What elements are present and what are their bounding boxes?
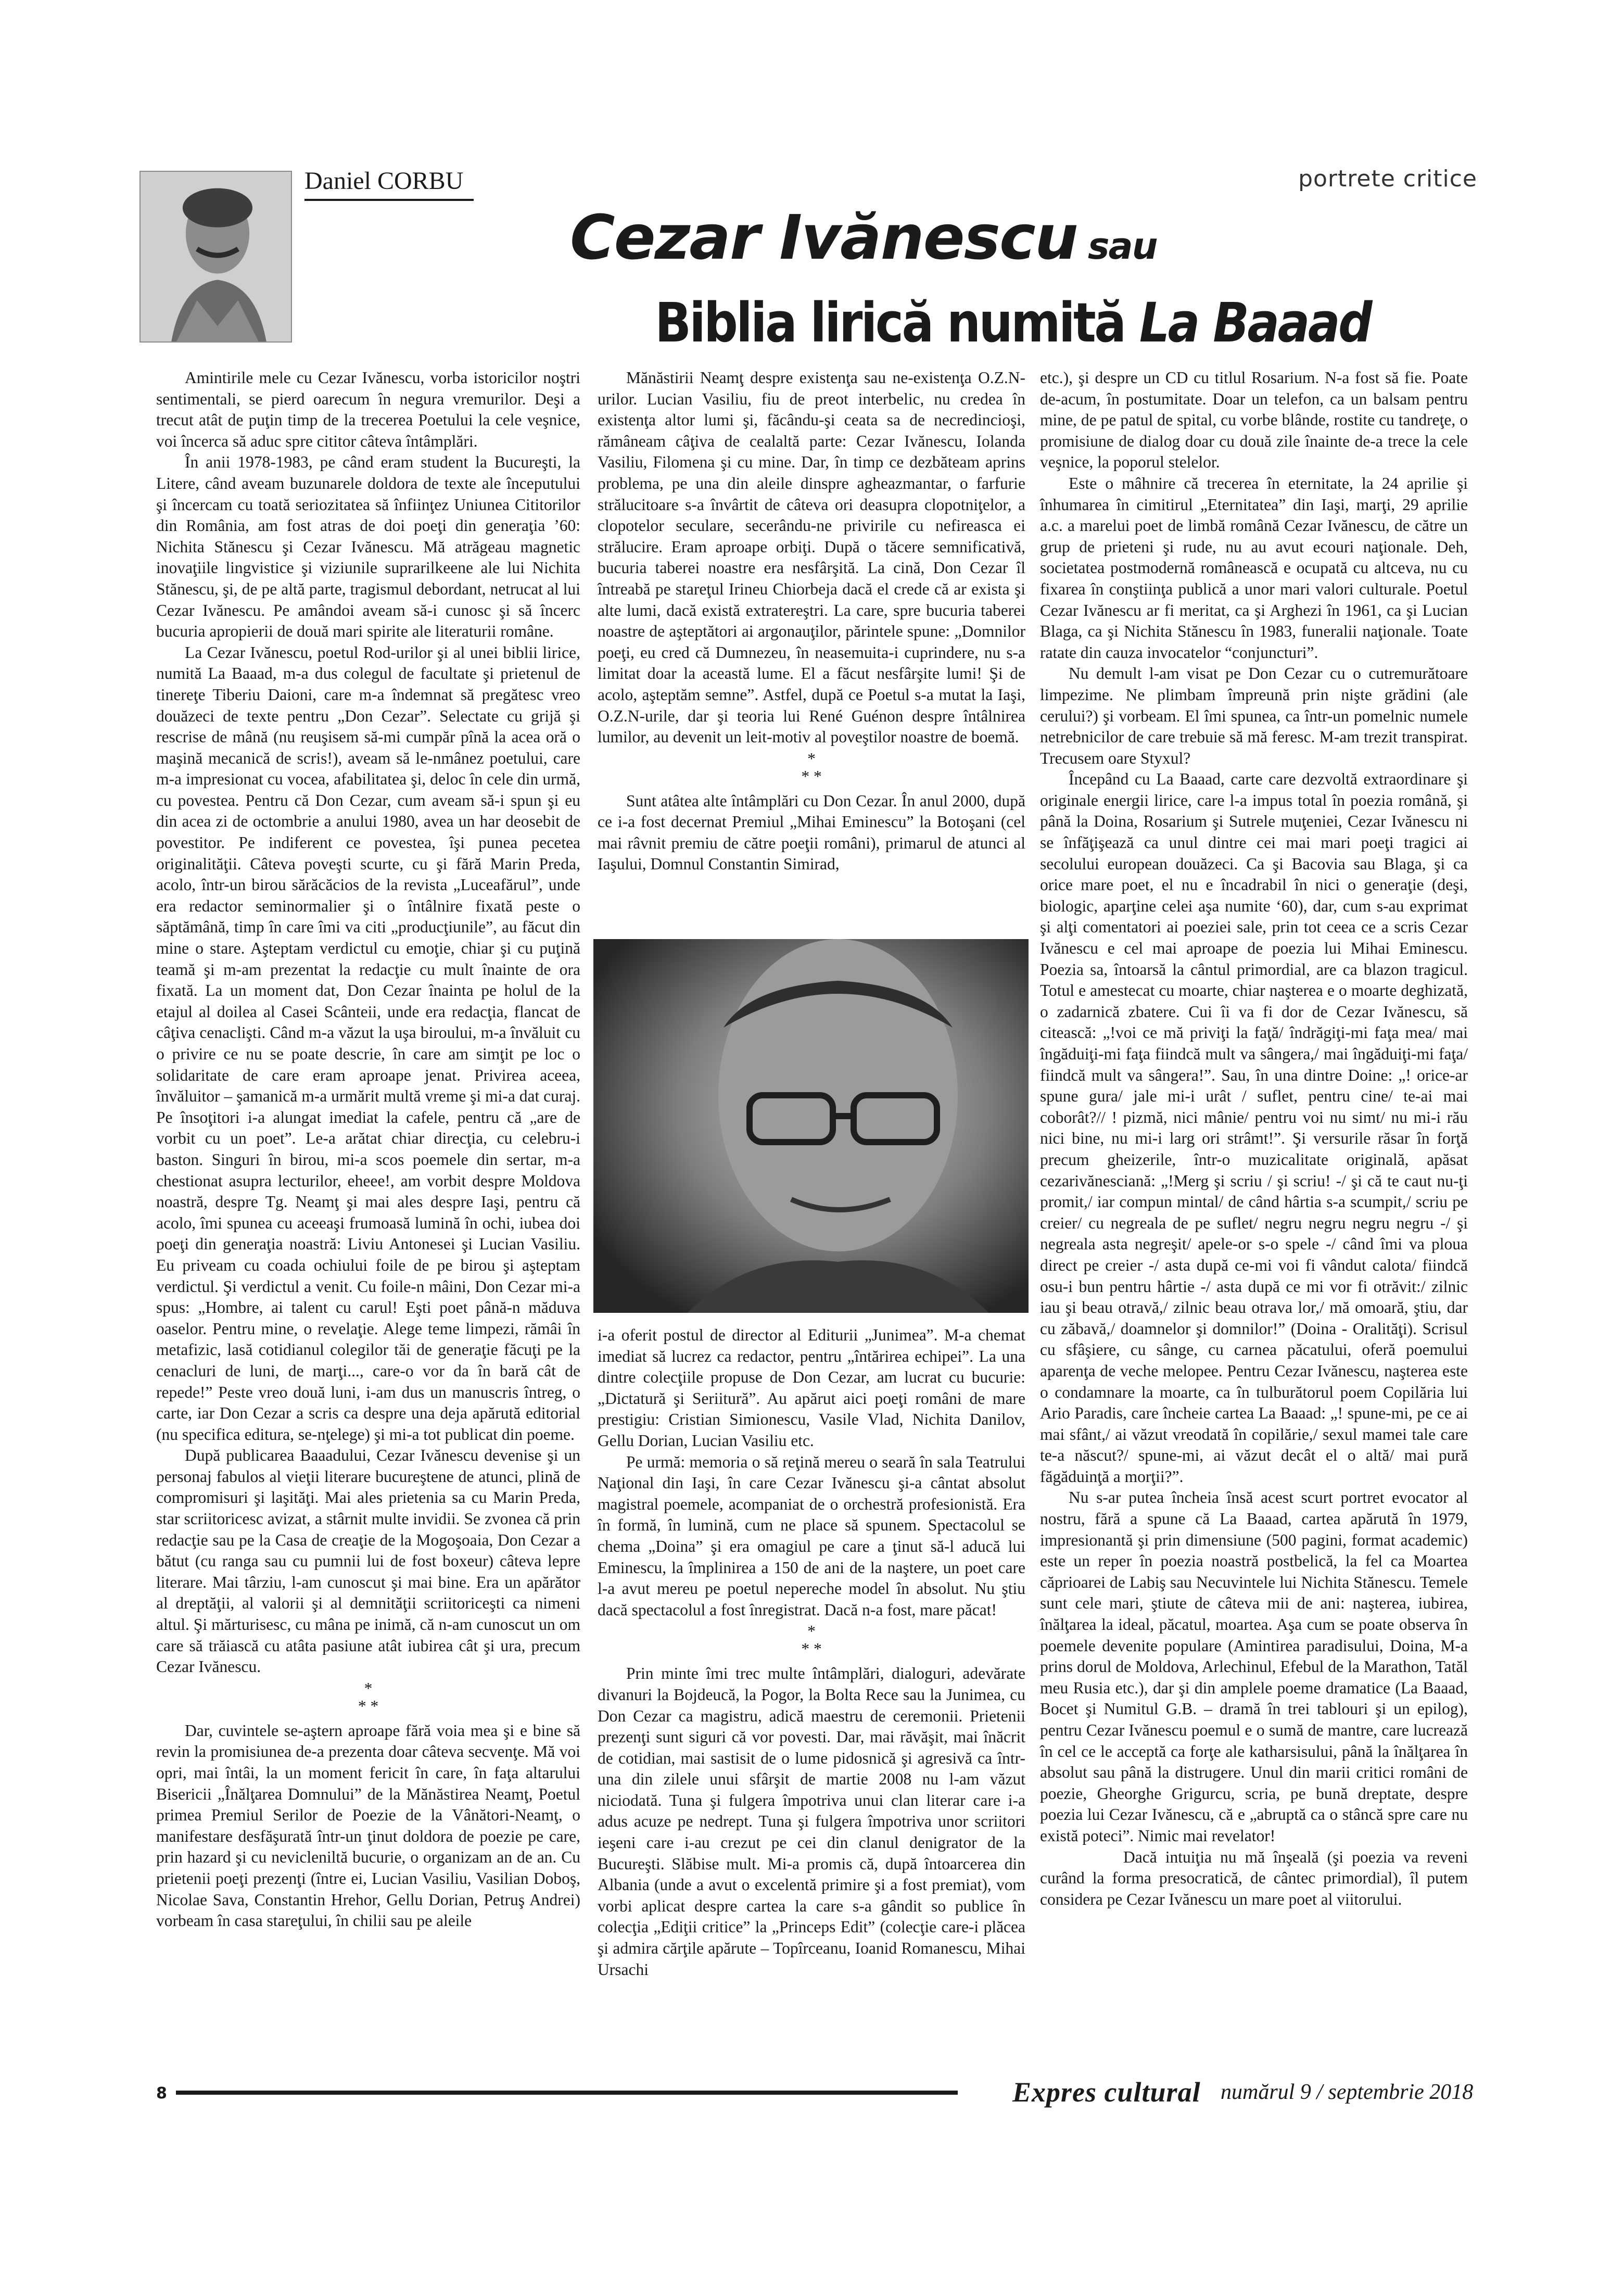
author-name: Daniel CORBU xyxy=(304,166,474,201)
title-line2-italic: La Baaad xyxy=(1139,291,1371,354)
paragraph: Amintirile mele cu Cezar Ivănescu, vorba istoricilor noştri sentimentali, se pierd oarecum în negura vremurilor. Deşi a trecut atât de puţin timp de la trecerea Poetului la cele veşnice, voi încerca să aduc spre cititor câteva întâmplări. xyxy=(156,369,580,450)
portrait-photo xyxy=(593,939,1029,1313)
article-column-2 xyxy=(598,368,1025,875)
section-separator xyxy=(598,750,1025,786)
paragraph: La Cezar Ivănescu, poetul Rod-urilor şi al unei biblii lirice, numită La Baaad, m-a dus colegul de facultate şi prietenul de tinereţe Tiberiu Daioni, care m-a îndemnat să pregătesc vreo douăzeci de texte pentru „Don Cezar”. Selectate cu grijă şi rescrise de mână (nu reuşisem să-mi cumpăr pînă la acea oră o maşină mecanică de scris!), aveam să le-nmânez poetului, care m-a impresionat cu vocea, afabilitatea şi, deloc în cele din urmă, cu povestea. Pentru că Don Cezar, cum aveam să-i spun şi eu din acea zi de octombrie a anului 1980, avea un har deosebit de povestitor. Pe indiferent ce povestea, îşi punea pecetea originalităţii. Câteva poveşti scurte, cu şi fără Marin Preda, acolo, într-un birou sărăcăcios de la revista „Luceafărul”, unde era redactor seminormalier şi o întâlnire fixată peste o săptămână, timp în care îmi va citi „producţiunile”, au făcut din mine o stare. Aşteptam verdictul cu emoţie, chiar şi cu puţină teamă şi m-am prezentat la redacţie cu mult înainte de ora fixată. La un moment dat, Don Cezar înainta pe holul de la etajul al doilea al Casei Scânteii, unde era redacţia, flancat de câţiva cenaclişti. Când m-a văzut la uşa biroului, m-a învăluit cu o privire ce nu se poate descrie, în care am simţit pe loc o solidaritate de care eram aproape jenat. Privirea aceea, învăluitor – şamanică m-a urmărit multă vreme şi mi-a dat curaj. Pe însoţitori i-a alungat imediat la cafele, pentru că „are de vorbit cu un poet”. Le-a arătat chiar direcţia, cu celebru-i baston. Singuri în birou, mi-a scos poemele din sertar, m-a chestionat asupra lecturilor, eheee!, am vorbit despre Moldova noastră, despre Tg. Neamţ şi mai ales despre Iaşi, pentru că acolo, îmi spunea cu aceeaşi frumoasă lumină în ochi, iubea doi poeţi din generaţia noastră: Liviu Antonesei şi Lucian Vasiliu. Eu priveam cu coada ochiului foile de pe birou şi aşteptam verdictul. Şi verdictul a venit. Cu foile-n mâini, Don Cezar mi-a spus: „Hombre, ai talent cu carul! Eşti poet până-n măduva oaselor. Pentru mine, o revelaţie. Alege teme limpezi, rămâi în metafizic, lasă cotidianul colegilor tăi de generaţie făcuţi pe la cenacluri de luni, de marţi..., care-o vor da în bară cât de repede!” Peste vreo două luni, i-am dus un manuscris întreg, o carte, iar Don Cezar a scris ca despre una deja apărută editorial (nu specifica editura, se-nţelege) şi mi-a tot publicat din poeme. xyxy=(156,643,580,1444)
paragraph: Sunt atâtea alte întâmplări cu Don Cezar. În anul 2000, după ce i-a fost decernat Premiul „Mihai Eminescu” la Botoşani (cel mai râvnit premiu de către poeţii români), primarul de atunci al Iaşului, Domnul Constantin Simirad, xyxy=(598,791,1025,873)
paragraph: Dacă intuiţia nu mă înşeală (şi poezia va reveni curând la forma presocratică, de cântec primordial), îl putem considera pe Cezar Ivănescu un mare poet al viitorului. xyxy=(1040,1847,1468,1908)
paragraph: Prin minte îmi trec multe întâmplări, dialoguri, adevărate divanuri la Bojdeucă, la Pogor, la Bolta Rece sau la Junimea, cu Don Cezar ca magistru, adică maestru de ceremonii. Prietenii prezenţi sunt siguri că vor povesti. Dar, mai răvăşit, mai înăcrit de cotidian, mai sastisit de o lume pidosnică şi agresivă ca într-una din zilele unui sfârşit de martie 2008 nu l-am văzut niciodată. Tuna şi fulgera împotriva unui clan literar care i-a adus acuze pe nedrept. Tuna şi fulgera împotriva unor scriitori ieşeni care i-au crezut pe cei din clanul denigrator de la Bucureşti. Slăbise mult. Mi-a promis că, după întoarcerea din Albania (unde a avut o excelentă primire şi a fost premiat), vom vorbi aplicat despre cartea la care s-a gândit so publice în colecţia „Ediţii critice” la „Princeps Edit” (colecţie care-i plăcea şi admira cărţile apărute – Topîrceanu, Ioanid Romanescu, Mihai Ursachi xyxy=(598,1664,1025,1979)
section-separator xyxy=(598,1623,1025,1658)
paragraph: În anii 1978-1983, pe când eram student la Bucureşti, la Litere, când aveam buzunarele doldora de texte ale începutului şi încercam cu toată seriozitatea să înfiinţez Uniunea Cititorilor din România, am fost atras de doi poeţi din generaţia ’60: Nichita Stănescu şi Cezar Ivănescu. Mă atrăgeau magnetic inovaţiile lingvistice şi viziunile suprarilkeene ale lui Nichita Stănescu, şi, de pe altă parte, tragismul debordant, netrucat al lui Cezar Ivănescu. Pe amândoi aveam să-i cunosc şi să încerc bucuria apropierii de două mari spirite ale literaturii române. xyxy=(156,453,580,641)
author-photo xyxy=(139,171,292,343)
separator-star: * xyxy=(364,1679,373,1698)
paragraph: Nu demult l-am visat pe Don Cezar cu o cutremurătoare limpezime. Ne plimbam împreună prin nişte grădini (ale cerului?) şi vorbeam. El îmi spunea, ca într-un pomelnic numele netrebnicilor de care trebuie să mă feresc. M-am trezit transpirat. Trecusem oare Styxul? xyxy=(1040,664,1468,767)
paragraph: Este o mâhnire că trecerea în eternitate, la 24 aprilie şi înhumarea în cimitirul „Eternitatea” din Iaşi, marţi, 29 aprilie a.c. a marelui poet de limbă română Cezar Ivănescu, de către un grup de prieteni şi rude, nu au avut ecouri naţionale. Deh, societatea postmodernă românească e ocupată cu altceva, nu cu fixarea în conştiinţa publică a unor mari valori culturale. Poetul Cezar Ivănescu ar fi meritat, ca şi Arghezi în 1961, ca şi Lucian Blaga, ca şi Nichita Stănescu în 1983, funeralii naţionale. Toate ratate din cauza invocatelor “conjuncturi”. xyxy=(1040,474,1468,662)
paragraph: etc.), şi despre un CD cu titlul Rosarium. N-a fost să fie. Poate de-acum, în postumitate. Doar un telefon, ca un balsam pentru mine, de pe patul de spital, cu vorbe blânde, rostite cu tandreţe, o promisiune de dialog doar cu două zile înainte de-a trece la cele veşnice, la poporul stelelor. xyxy=(1040,369,1468,472)
footer-rule xyxy=(176,2091,958,2095)
article-title-line1 xyxy=(570,201,1299,283)
paragraph: Mănăstirii Neamţ despre existenţa sau ne-existenţa O.Z.N-urilor. Lucian Vasiliu, fiu de preot interbelic, nu credea în existenţa altor lumi şi, făcându-şi ceata sa de necredincioşi, rămâneam câţiva de cealaltă parte: Cezar Ivănescu, Iolanda Vasiliu, Filomena şi cu mine. Dar, în timp ce dezbăteam aprins problema, pe una din aleile dinspre agheazmantar, o farfurie strălucitoare s-a învârtit de câteva ori deasupra clopotniţelor, a clopotelor seculare, secerându-ne privirile cu nefireasca ei strălucire. Eram aproape orbiţi. După o tăcere semnificativă, bucuria taberei noastre era nesfârşită. La cină, Don Cezar îl întreabă pe stareţul Irineu Chiorbeja dacă el crede că ar exista şi alte lumi, dacă există extratereştri. La care, spre bucuria taberei noastre de aşteptători ai argonauţilor, părintele spune: „Domnilor poeţi, eu cred că Dumnezeu, în neasemuita-i cuprindere, nu s-a limitat doar la această lume. El a făcut nesfârşite lumi! Şi de acolo, aşteptăm semne”. Astfel, după ce Poetul s-a mutat la Iaşi, O.Z.N-urile, dar şi teoria lui René Guénon despre întâlnirea lumilor, au devenit un leit-motiv al poveştilor noastre de boemă. xyxy=(598,369,1025,746)
article-column-2-continued xyxy=(598,1325,1025,1980)
magazine-name: Expres cultural xyxy=(1012,2077,1201,2108)
separator-star: * xyxy=(807,1622,816,1641)
paragraph: Pe urmă: memoria o să reţină mereu o seară în sala Teatrului Naţional din Iaşi, în care Cezar Ivănescu şi-a cântat absolut magistral poemele, acompaniat de o orchestră profesionistă. Era în formă, în lumină, cum ne place să spunem. Spectacolul se chema „Doina” şi era omagiul pe care a ţinut să-l aducă lui Eminescu, la împlinirea a 150 de ani de la naştere, un poet care l-a avut mereu pe poetul nepereche model în absolut. Nu ştiu dacă spectacolul a fost înregistrat. Dacă n-a fost, mare păcat! xyxy=(598,1452,1025,1619)
paragraph: Dar, cuvintele se-aştern aproape fără voia mea şi e bine să revin la promisiunea de-a prezenta doar câteva secvenţe. Mă voi opri, mai întâi, la un moment fericit în care, în faţa altarului Bisericii „Înălţarea Domnului” de la Mănăstirea Neamţ, Poetul primea Premiul Serilor de Poezie de la Vânători-Neamţ, o manifestare desfăşurată într-un ţinut doldora de poezie pe care, prin hazard şi cu nevicleniltă bucurie, o organizam an de an. Cu prietenii poeţi prezenţi (între ei, Lucian Vasiliu, Vasilian Doboş, Nicolae Sava, Constantin Hrehor, Gellu Dorian, Petruş Andrei) vorbeam în casa stareţului, în chilii sau pe aleile xyxy=(156,1721,580,1930)
article-column-1 xyxy=(156,368,580,1932)
page-number: 8 xyxy=(156,2084,167,2103)
paragraph: Nu s-ar putea încheia însă acest scurt portret evocator al nostru, fără a spune că La Baaad, cartea apărută în 1979, impresionantă şi prin dimensiune (500 pagini, format academic) este un reper în poezia noastră postbelică, la fel ca Moartea căprioarei de Labiş sau Necuvintele lui Nichita Stănescu. Temele sunt cele mari, ştiute de câteva mii de ani: naşterea, iubirea, înălţarea la ideal, păcatul, moartea. Aşa cum se poate observa în poemele devenite populare (Amintirea paradisului, Doina, M-a prins dorul de Moldova, Arlechinul, Efebul de la Marathon, Tatăl meu Rusia etc.), dar şi din amplele poeme dramatice (La Baaad, Bocet şi Numitul G.B. – dramă în trei tablouri şi un epilog), pentru Cezar Ivănescu poemul e o sumă de mantre, care lucrează în cel ce le acceptă ca forţe ale katharsisului, până la înălţarea în absolut sau până la distrugere. Unul din marii critici români de poezie, Gheorghe Grigurcu, scria, pe bună dreptate, despre poezia lui Cezar Ivănescu, că e „abruptă ca o stâncă spre care nu există poteci”. Nimic mai revelator! xyxy=(1040,1488,1468,1845)
article-title-line2 xyxy=(655,291,1371,354)
paragraph: După publicarea Baaadului, Cezar Ivănescu devenise şi un personaj fabulos al vieţii literare bucureştene de atunci, plină de compromisuri şi laşităţi. Mai ales prietenia sa cu Marin Preda, star scriitoricesc avizat, a stârnit multe invidii. Se zvonea că prin redacţie sau pe la Casa de creaţie de la Mogoşoaia, Don Cezar a bătut (cu ranga sau cu pumnii lui de fost boxeur) câteva lepre literare. Mai târziu, l-am cunoscut şi mai bine. Era un apărător al dreptăţii, al valorii şi al demnităţii scriitoriceşti ca nimeni altul. Şi mărturisesc, cu mâna pe inimă, că n-am cunoscut un om care să trăiască cu atâta pasiune atât iubirea cât şi ura, precum Cezar Ivănescu. xyxy=(156,1446,580,1676)
article-column-3 xyxy=(1040,368,1468,1910)
separator-stars: * * xyxy=(801,1640,822,1658)
title-sau: sau xyxy=(1087,225,1157,268)
separator-stars: * * xyxy=(358,1696,379,1715)
section-label: portrete critice xyxy=(1298,166,1477,192)
separator-stars: * * xyxy=(801,767,822,786)
separator-star: * xyxy=(807,749,816,768)
title-name: Cezar Ivănescu xyxy=(570,201,1077,273)
section-separator xyxy=(156,1680,580,1715)
paragraph: i-a oferit postul de director al Editurii „Junimea”. M-a chemat imediat să lucrez ca redactor, pentru „întărirea echipei”. La una dintre colecţiile propuse de Don Cezar, am lucrat cu bucurie: „Dictatură şi Seriitură”. Au apărut aici poeţi români de mare prestigiu: Cristian Simionescu, Vasile Vlad, Nichita Danilov, Gellu Dorian, Lucian Vasiliu etc. xyxy=(598,1326,1025,1450)
title-line2-text: Biblia lirică numită xyxy=(655,291,1139,354)
issue-info: numărul 9 / septembrie 2018 xyxy=(1221,2080,1474,2104)
paragraph: Începând cu La Baaad, carte care dezvoltă extraordinare şi originale energii lirice, care l-a impus total în poezia română, şi până la Doina, Rosarium şi Sutrele muţeniei, Cezar Ivănescu ni se înfăţişează ca unul dintre cei mai mari poeţi tragici ai secolului european douăzeci. Ca şi Bacovia sau Blaga, şi ca orice mare poet, el nu e încadrabil în nici o generaţie (deşi, biologic, aparţine celei aşa numite ‘60), dar, cum s-au exprimat şi alţi comentatori ai poeziei sale, prin tot ceea ce a scris Cezar Ivănescu e cel mai aproape de poezia lui Mihai Eminescu. Poezia sa, întoarsă la cântul primordial, are ca blazon tragicul. Totul e amestecat cu moarte, chiar naşterea e o moarte deghizată, o zadarnică zbatere. Cui îi va fi dor de Cezar Ivănescu, să citească: „!voi ce mă priviţi la faţă/ îndrăgiţi-mi faţa mea/ mai îngăduiţi-mi faţa fiindcă mult va sângera,/ mai îngăduiţi-mi faţa/ fiindcă mult va sângera!”. Sau, în una dintre Doine: „! orice-ar spune gura/ jale mi-i urât / suflet, pentru cine/ te-ai mai coborât?// ! pizmă, nici mânie/ pentru voi nu simt/ nu mi-i rău nici bine, nu mi-i larg ori strâmt!”. Şi versurile răsar în forţă precum gheizerile, într-o muzicalitate originală, apăsat cezarivănesciană: „!Merg şi scriu / şi scriu! -/ şi că te caut nu-ţi promit,/ iar compun mintal/ de când hârtia s-a scumpit,/ scriu pe creier/ cu negreala de pe suflet/ negru negru negru negru -/ şi negreala asta negreşit/ apele-or s-o spele -/ când îmi va ploua direct pe creier -/ asta după ce-mi voi fi vândut calota/ fiindcă osu-i bun pentru hârtie -/ asta după ce mi vor fi otrăvit:/ zilnic iau şi beau otravă,/ zilnic beau otrava lor,/ mă omoară, ştiu, dar cu zăbavă,/ doamnelor şi domnilor!” (Doina - Oralităţi). Scrisul cu sfâşiere, cu sânge, cu carnea păcatului, oferă poemului aparenţa de veche melopee. Pentru Cezar Ivănescu, naşterea este o condamnare la moarte, ca în tulburătorul poem Copilăria lui Ario Paradis, care încheie cartea La Baaad: „! spune-mi, pe ce ai mai sfânt,/ ai văzut vreodată în copilărie,/ sexul mamei tale care te-a născut?/ spune-mi, ai văzut decât el o altă/ mai pură făgăduinţă a morţii?”. xyxy=(1040,770,1468,1486)
